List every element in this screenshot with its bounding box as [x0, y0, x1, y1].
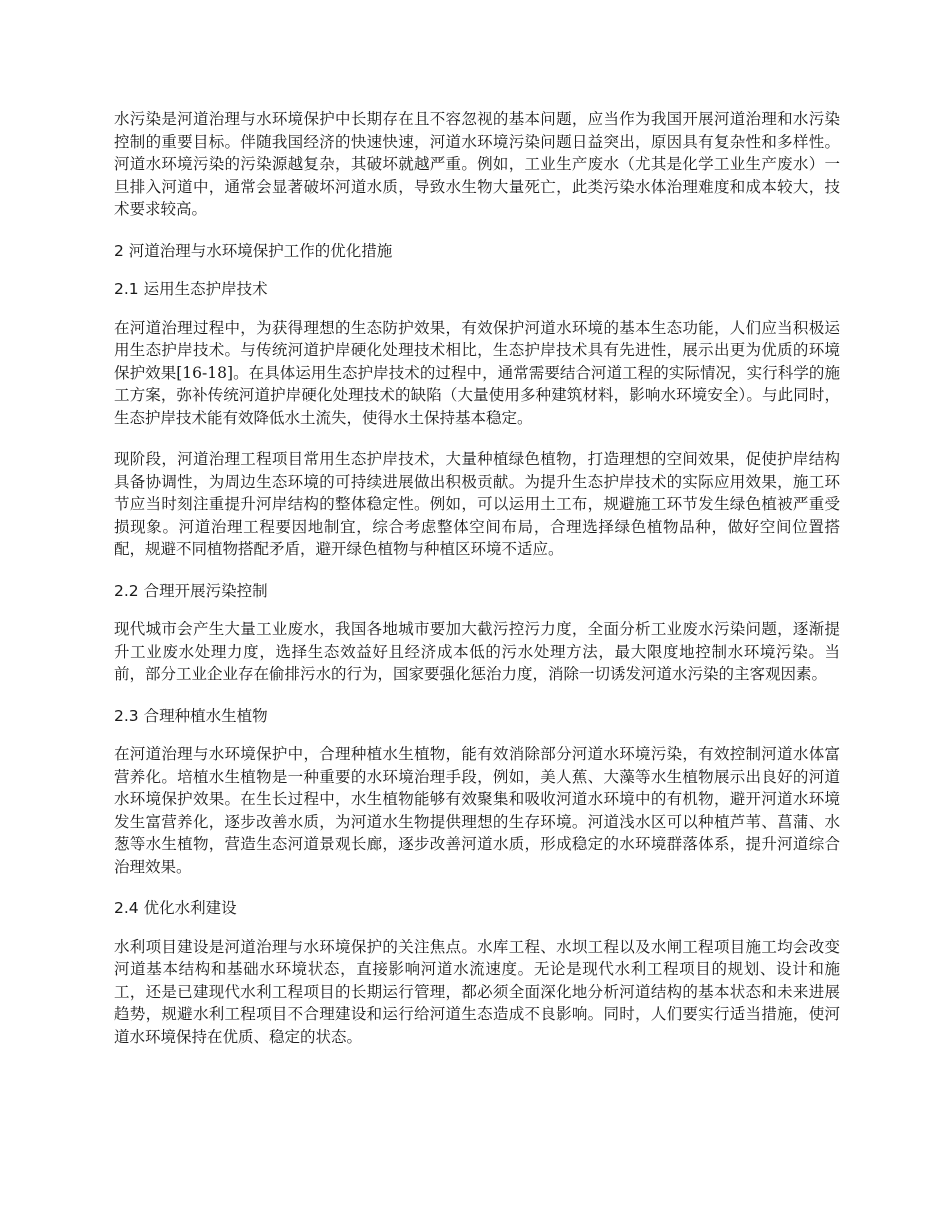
- subsection-heading-2-1: 2.1 运用生态护岸技术: [114, 280, 268, 298]
- subsection-heading-2-4: 2.4 优化水利建设: [114, 899, 237, 917]
- subsection-heading-2-2: 2.2 合理开展污染控制: [114, 581, 268, 600]
- paragraph-intro: 水污染是河道治理与水环境保护中长期存在且不容忽视的基本问题，应当作为我国开展河道治理和水污染控制的重要目标。伴随我国经济的快速快速，河道水环境污染问题日益突出，原因具有复杂性和多样性。河道水环境污染的污染源越复杂，其破坏就越严重。例如，工业生产废水（尤其是化学工业生产废水）一旦排入河道中，通常会显著破坏河道水质，导致水生物大量死亡，此类污染水体治理难度和成本较大，技术要求较高。: [114, 110, 840, 218]
- document-body: [114, 108, 840, 1067]
- paragraph-2-4: 水利项目建设是河道治理与水环境保护的关注焦点。水库工程、水坝工程以及水闸工程项目施工均会改变河道基本结构和基础水环境状态，直接影响河道水流速度。无论是现代水利工程项目的规划、设计和施工，还是已建现代水利工程项目的长期运行管理，都必须全面深化地分析河道结构的基本状态和未来进展趋势，规避水利工程项目不合理建设和运行给河道生态造成不良影响。同时，人们要实行适当措施，使河道水环境保持在优质、稳定的状态。: [114, 937, 840, 1046]
- paragraph-2-3: 在河道治理与水环境保护中，合理种植水生植物，能有效消除部分河道水环境污染，有效控制河道水体富营养化。培植水生植物是一种重要的水环境治理手段，例如，美人蕉、大藻等水生植物展示出良好的河道水环境保护效果。在生长过程中，水生植物能够有效聚集和吸收河道水环境中的有机物，避开河道水环境发生富营养化，逐步改善水质，为河道水生物提供理想的生存环境。河道浅水区可以种植芦苇、菖蒲、水葱等水生植物，营造生态河道景观长廊，逐步改善河道水质，形成稳定的水环境群落体系，提升河道综合治理效果。: [114, 745, 840, 876]
- section-heading-2: 2 河道治理与水环境保护工作的优化措施: [114, 241, 393, 260]
- subsection-heading-2-3: 2.3 合理种植水生植物: [114, 706, 268, 725]
- paragraph-2-1-a: 在河道治理过程中，为获得理想的生态防护效果，有效保护河道水环境的基本生态功能，人们应当积极运用生态护岸技术。与传统河道护岸硬化处理技术相比，生态护岸技术具有先进性，展示出更为优质的环境保护效果[16-18]。在具体运用生态护岸技术的过程中，通常需要结合河道工程的实际情况，实行科学的施工方案，弥补传统河道护岸硬化处理技术的缺陷（大量使用多种建筑材料，影响水环境安全）。与此同时，生态护岸技术能有效降低水土流失，使得水土保持基本稳定。: [114, 318, 840, 427]
- paragraph-2-2: 现代城市会产生大量工业废水，我国各地城市要加大截污控污力度，全面分析工业废水污染问题，逐渐提升工业废水处理力度，选择生态效益好且经济成本低的污水处理方法，最大限度地控制水环境污染。当前，部分工业企业存在偷排污水的行为，国家要强化惩治力度，消除一切诱发河道水污染的主客观因素。: [114, 620, 840, 683]
- paragraph-2-1-b: 现阶段，河道治理工程项目常用生态护岸技术，大量种植绿色植物，打造理想的空间效果，促使护岸结构具备协调性，为周边生态环境的可持续进展做出积极贡献。为提升生态护岸技术的实际应用效果，施工环节应当时刻注重提升河岸结构的整体稳定性。例如，可以运用土工布，规避施工环节发生绿色植被严重受损现象。河道治理工程要因地制宜，综合考虑整体空间布局，合理选择绿色植物品种，做好空间位置搭配，规避不同植物搭配矛盾，避开绿色植物与种植区环境不适应。: [114, 450, 840, 558]
